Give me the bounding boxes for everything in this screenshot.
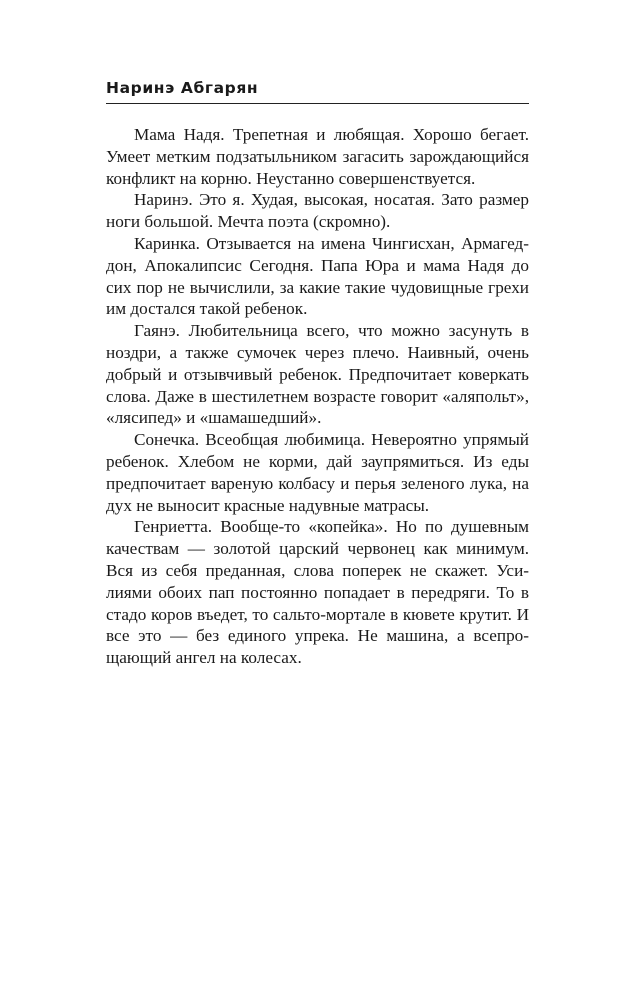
paragraph-gayane: Гаянэ. Любительница всего, что можно засунуть в ноздри, а также сумочек через плечо. Наивный, очень добрый и отзывчивый ребенок. Предпочитает коверкать слова. Даже в шестилетнем возрасте говорит «аляпольт», «лясипед» и «шамашедший». — [106, 321, 529, 428]
paragraph-genrietta: Генриетта. Вообще-то «копейка». Но по душевным качествам — золотой царский червонец как минимум. Вся из себя преданная, слова поперек не скажет. Усилиями обоих пап постоянно попадает в передряги. То в стадо коров въедет, то сальто-мортале в кювете крутит. И все это — без единого упрека. Не машина, а всепрощающий ангел на колесах. — [106, 517, 529, 668]
paragraph-karinka: Каринка. Отзывается на имена Чингисхан, Армагеддон, Апокалипсис Сегодня. Папа Юра и мама Надя до сих пор не вычислили, за какие такие чудовищные грехи им достался такой ребенок. — [106, 233, 529, 319]
paragraph-sonechka: Сонечка. Всеобщая любимица. Невероятно упрямый ребенок. Хлебом не корми, дай заупрямиться. Из еды предпочитает вареную колбасу и перья зеленого лука, на дух не выносит красные надувные матрасы. — [106, 430, 529, 515]
paragraph-mama-nadya: Мама Надя. Трепетная и любящая. Хорошо бегает. Умеет метким подзатыльником загасить зарождающийся конфликт на корню. Неустанно совершенствуется. — [106, 125, 529, 188]
body-text — [106, 124, 529, 669]
header-rule — [106, 103, 529, 104]
paragraph-narine: Наринэ. Это я. Худая, высокая, носатая. Зато размер ноги большой. Мечта поэта (скромно). — [106, 190, 529, 232]
running-head-author: Наринэ Абгарян — [106, 79, 259, 97]
